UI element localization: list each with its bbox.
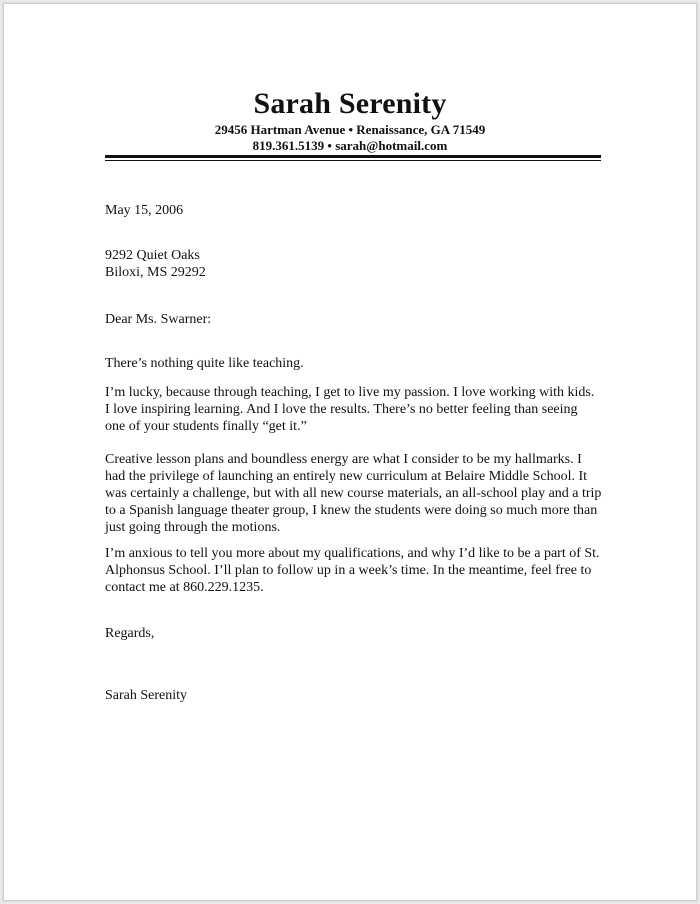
recipient-line: 9292 Quiet Oaks bbox=[105, 248, 200, 263]
letter-date: May 15, 2006 bbox=[105, 203, 184, 218]
salutation: Dear Ms. Swarner: bbox=[105, 312, 212, 327]
paragraph-line: had the privilege of launching an entirely new curriculum at Belaire Middle School. It bbox=[105, 469, 588, 484]
paragraph-2 bbox=[105, 384, 625, 435]
paragraph-line: Alphonsus School. I’ll plan to follow up in a week’s time. In the meantime, feel free to bbox=[105, 563, 592, 578]
signature-name: Sarah Serenity bbox=[105, 688, 188, 703]
paragraph-line: to a Spanish language theater group, I knew the students were doing so much more than bbox=[105, 503, 598, 518]
recipient-address bbox=[105, 247, 625, 281]
letterhead-rule-thick bbox=[105, 155, 601, 158]
closing: Regards, bbox=[105, 626, 155, 641]
paragraph-line: contact me at 860.229.1235. bbox=[105, 580, 264, 595]
paragraph-line: I’m anxious to tell you more about my qualifications, and why I’d like to be a part of St. bbox=[105, 546, 600, 561]
paragraph-line: There’s nothing quite like teaching. bbox=[105, 356, 304, 371]
letterhead-rule-thin bbox=[105, 160, 601, 161]
paragraph-3 bbox=[105, 451, 625, 536]
paragraph-line: just going through the motions. bbox=[105, 520, 281, 535]
paragraph-1 bbox=[105, 355, 625, 372]
letterhead-address: 29456 Hartman Avenue • Renaissance, GA 71549 bbox=[214, 122, 486, 137]
paragraph-line: one of your students finally “get it.” bbox=[105, 419, 307, 434]
recipient-line: Biloxi, MS 29292 bbox=[105, 265, 206, 280]
paragraph-line: was certainly a challenge, but with all new course materials, an all-school play and a trip bbox=[105, 486, 602, 501]
letterhead-name: Sarah Serenity bbox=[253, 87, 447, 120]
paragraph-line: Creative lesson plans and boundless energy are what I consider to be my hallmarks. I bbox=[105, 452, 582, 467]
paragraph-line: I love inspiring learning. And I love the results. There’s no better feeling than seeing bbox=[105, 402, 578, 417]
letter-page bbox=[3, 3, 697, 901]
paragraph-4 bbox=[105, 545, 625, 596]
paragraph-line: I’m lucky, because through teaching, I get to live my passion. I love working with kids. bbox=[105, 385, 595, 400]
letterhead-contact: 819.361.5139 • sarah@hotmail.com bbox=[252, 138, 448, 153]
